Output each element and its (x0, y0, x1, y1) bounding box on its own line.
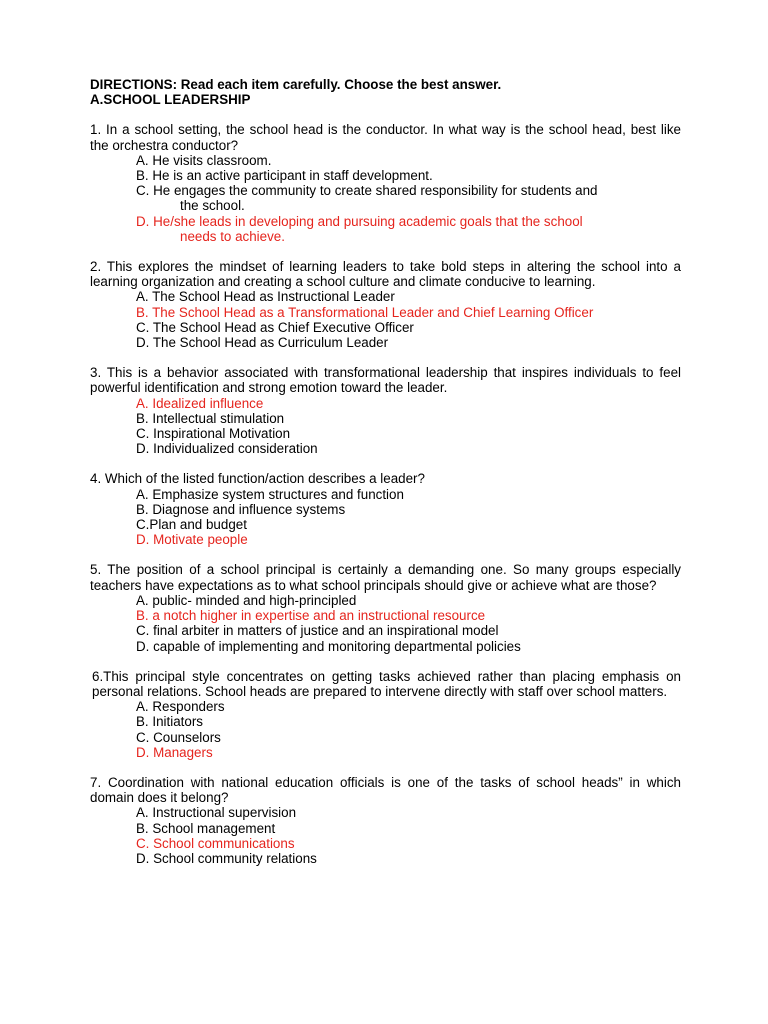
option-text: A. Emphasize system structures and function (136, 486, 404, 502)
options-list (90, 487, 681, 548)
option-b[interactable] (90, 714, 681, 729)
section-heading: A.SCHOOL LEADERSHIP (90, 92, 251, 108)
option-text: C. He engages the community to create shared responsibility for students and (136, 183, 598, 199)
question-7 (90, 775, 681, 866)
option-text: A. public- minded and high-principled (136, 592, 357, 608)
option-a[interactable] (90, 593, 681, 608)
question-2 (90, 259, 681, 350)
option-text: C. final arbiter in matters of justice and an inspirational model (136, 623, 499, 639)
option-b[interactable] (90, 411, 681, 426)
option-c[interactable] (90, 320, 681, 335)
options-list (90, 699, 681, 760)
directions-heading: DIRECTIONS: Read each item carefully. Choose the best answer. (90, 77, 502, 92)
option-text: C. Counselors (136, 729, 221, 745)
option-text: A. He visits classroom. (136, 152, 272, 168)
option-c[interactable] (90, 623, 681, 638)
option-text: C. The School Head as Chief Executive Officer (136, 319, 414, 335)
option-a[interactable] (90, 289, 681, 304)
question-stem: 7. Coordination with national education officials is one of the tasks of school heads” in which domain does it belong? (90, 774, 681, 806)
option-text: B. School management (136, 820, 276, 836)
options-list (90, 593, 681, 654)
option-a[interactable] (90, 699, 681, 714)
option-a[interactable] (90, 153, 681, 168)
option-text: D. capable of implementing and monitoring departmental policies (136, 638, 521, 654)
option-b[interactable] (90, 608, 681, 623)
option-d[interactable] (90, 745, 681, 760)
option-c[interactable] (90, 836, 681, 851)
option-text: D. School community relations (136, 850, 317, 866)
option-b[interactable] (90, 821, 681, 836)
question-stem: 6.This principal style concentrates on getting tasks achieved rather than placing emphasis on personal relations. School heads are prepared to intervene directly with staff over school matters. (92, 668, 681, 699)
options-list (90, 396, 681, 457)
option-b[interactable] (90, 305, 681, 320)
question-stem: 5. The position of a school principal is certainly a demanding one. So many groups especially teachers have expectations as to what school principals should give or achieve what are those? (90, 562, 681, 593)
option-c[interactable] (90, 730, 681, 745)
options-list (90, 153, 681, 244)
option-a[interactable] (90, 396, 681, 411)
option-b[interactable] (90, 168, 681, 183)
option-a[interactable] (90, 805, 681, 820)
question-stem: 2. This explores the mindset of learning leaders to take bold steps in altering the school into a learning organization and creating a school culture and climate conducive to learning. (90, 259, 681, 290)
document-page (90, 77, 681, 866)
option-text: A. Idealized influence (136, 395, 264, 411)
option-b[interactable] (90, 502, 681, 517)
question-stem: 1. In a school setting, the school head is the conductor. In what way is the school head, best like the orchestra conductor? (90, 122, 681, 153)
option-text: B. Initiators (136, 714, 203, 730)
option-text: D. Individualized consideration (136, 441, 318, 457)
option-text: A. Responders (136, 699, 225, 715)
option-text: B. Intellectual stimulation (136, 410, 285, 426)
question-5 (90, 562, 681, 653)
option-d[interactable] (90, 851, 681, 866)
option-text: C. Inspirational Motivation (136, 426, 291, 442)
option-text: C. School communications (136, 835, 295, 851)
question-4 (90, 471, 681, 547)
option-c[interactable] (90, 426, 681, 441)
question-stem: 3. This is a behavior associated with transformational leadership that inspires individuals to feel powerful identification and strong emotion toward the leader. (90, 365, 681, 396)
option-text: B. a notch higher in expertise and an instructional resource (136, 608, 486, 624)
option-text: D. The School Head as Curriculum Leader (136, 335, 389, 351)
option-text: B. The School Head as a Transformational Leader and Chief Learning Officer (136, 304, 594, 320)
option-text: A. The School Head as Instructional Leader (136, 289, 395, 305)
question-6 (90, 669, 681, 760)
option-text: C.Plan and budget (136, 517, 247, 533)
option-c[interactable] (90, 183, 681, 213)
option-d[interactable] (90, 532, 681, 547)
option-text: A. Instructional supervision (136, 805, 297, 821)
option-a[interactable] (90, 487, 681, 502)
option-text: D. Motivate people (136, 532, 248, 548)
question-3 (90, 365, 681, 456)
option-d[interactable] (90, 214, 681, 244)
option-text: B. Diagnose and influence systems (136, 501, 346, 517)
option-d[interactable] (90, 441, 681, 456)
option-text: B. He is an active participant in staff development. (136, 168, 433, 184)
question-1 (90, 122, 681, 244)
option-text-continued: needs to achieve. (180, 228, 285, 244)
option-d[interactable] (90, 335, 681, 350)
option-c[interactable] (90, 517, 681, 532)
option-text: D. Managers (136, 744, 213, 760)
option-text-continued: the school. (180, 198, 245, 214)
option-text: D. He/she leads in developing and pursuing academic goals that the school (136, 213, 583, 229)
question-stem: 4. Which of the listed function/action describes a leader? (90, 471, 425, 487)
option-d[interactable] (90, 639, 681, 654)
options-list (90, 289, 681, 350)
options-list (90, 805, 681, 866)
